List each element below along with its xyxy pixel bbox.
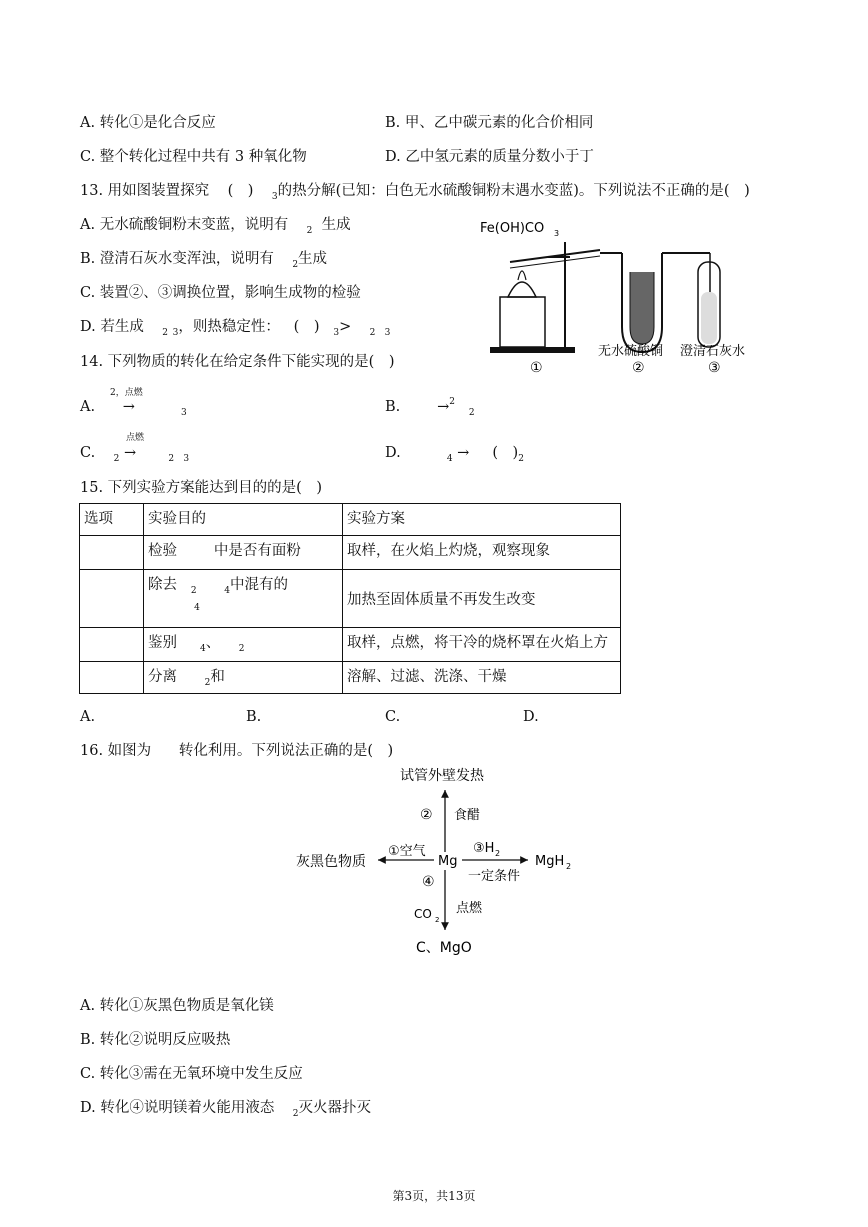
q16-stem: 16. 如图为 转化利用。下列说法正确的是( ) xyxy=(80,743,394,759)
row1-goal: 检验 中是否有面粉 xyxy=(144,536,343,570)
q16-option-d: D. 转化④说明镁着火能用液态 $_2$灭火器扑灭 xyxy=(80,1100,371,1119)
q12-option-b: B. 甲、乙中碳元素的化合价相同 xyxy=(385,115,594,131)
diag-cond: 一定条件 xyxy=(468,869,521,884)
q14-option-b: B. →$^2$ $_2$ xyxy=(385,397,475,418)
row4-goal: 分离 $_2$和 xyxy=(144,662,343,694)
table-row xyxy=(80,536,621,570)
q14-option-c-condition: 点燃 xyxy=(126,433,145,443)
diag-num4: ④ xyxy=(422,874,435,890)
q13-option-c: C. 装置②、③调换位置，影响生成物的检验 xyxy=(80,285,361,301)
diag-num3-sub: 2 xyxy=(495,849,501,858)
q12-option-c: C. 整个转化过程中共有 3 种氧化物 xyxy=(80,149,307,165)
flame xyxy=(518,271,526,280)
q14-option-a-condition: 2，点燃 xyxy=(110,388,143,398)
q13-option-d: D. 若生成 $_2$ $_3$，则热稳定性： ( ) $_3$> $_2$ $_3$ xyxy=(80,319,391,338)
diag-center: Mg xyxy=(438,854,458,869)
q14-option-a: A. → $_3$ xyxy=(80,399,187,418)
fig-num-1: ① xyxy=(530,360,543,376)
q15-option-a: A. xyxy=(80,709,96,725)
fig-num-3: ③ xyxy=(708,360,721,376)
q13-stem: 13. 用如图装置探究 ( ) $_3$的热分解(已知：白色无水硫酸铜粉末遇水变蓝)。下列说法不正确的是( ) xyxy=(80,183,750,202)
alcohol-lamp xyxy=(508,282,536,297)
q14-option-c: C. $_2$ → $_2$ $_3$ xyxy=(80,445,190,464)
q14-option-d: D. $_4$ → ( )$_2$ xyxy=(385,445,524,464)
q16-option-a: A. 转化①灰黑色物质是氧化镁 xyxy=(80,998,274,1014)
q16-option-b: B. 转化②说明反应吸热 xyxy=(80,1032,231,1048)
table-row xyxy=(80,570,621,628)
fig-num-2: ② xyxy=(632,360,645,376)
q13-option-b: B. 澄清石灰水变浑浊，说明有 $_2$生成 xyxy=(80,251,328,270)
q14-stem: 14. 下列物质的转化在给定条件下能实现的是( ) xyxy=(80,354,395,370)
fig-label-lime: 澄清石灰水 xyxy=(680,344,746,359)
test-tube xyxy=(510,250,600,262)
q12-option-a: A. 转化①是化合反应 xyxy=(80,115,216,131)
q15-option-c: C. xyxy=(385,709,401,725)
diag-co2-sub: 2 xyxy=(435,916,440,924)
row2-plan: 加热至固体质量不再发生改变 xyxy=(343,570,621,628)
table-header-row xyxy=(80,504,621,536)
row3-plan: 取样，点燃，将干冷的烧杯罩在火焰上方 xyxy=(343,628,621,662)
row3-goal: 鉴别 $_4$、 $_2$ xyxy=(144,628,343,662)
q15-table xyxy=(79,503,621,694)
stand-base xyxy=(490,347,575,353)
fig-label-top: Fe(OH)CO xyxy=(480,221,545,236)
q15-stem: 15. 下列实验方案能达到目的的是( ) xyxy=(80,480,322,496)
q12-option-d: D. 乙中氢元素的质量分数小于丁 xyxy=(385,149,594,165)
q15-option-d: D. xyxy=(523,709,539,725)
diag-right: MgH xyxy=(535,854,565,869)
diag-num1-air: ①空气 xyxy=(388,844,426,859)
row1-plan: 取样，在火焰上灼烧，观察现象 xyxy=(343,536,621,570)
q13-option-a: A. 无水硫酸铜粉末变蓝，说明有 $_2$ 生成 xyxy=(80,217,351,236)
diag-right-sub: 2 xyxy=(566,862,572,871)
diag-vinegar: 食醋 xyxy=(454,808,481,823)
q15-option-b: B. xyxy=(246,709,262,725)
header-plan: 实验方案 xyxy=(343,504,621,536)
table-row xyxy=(80,628,621,662)
row2-goal: 除去 $_2$ $_4$中混有的 $_4$ xyxy=(144,570,343,628)
diag-num2: ② xyxy=(420,807,433,823)
fig-label-cuso4: 无水硫酸铜 xyxy=(598,344,664,359)
q16-option-c: C. 转化③需在无氧环境中发生反应 xyxy=(80,1066,303,1082)
diag-bottom: C、MgO xyxy=(416,940,472,956)
diag-co2: CO xyxy=(414,907,432,921)
row4-plan: 溶解、过滤、洗涤、干燥 xyxy=(343,662,621,694)
page-footer: 第3页，共13页 xyxy=(392,1189,476,1203)
table-row xyxy=(80,662,621,694)
q16-conversion-diagram xyxy=(290,762,590,962)
lamp-base xyxy=(500,297,545,347)
diag-ignite: 点燃 xyxy=(456,901,483,916)
q13-apparatus-figure xyxy=(470,212,760,377)
diag-left: 灰黑色物质 xyxy=(296,854,366,870)
header-option: 选项 xyxy=(80,504,144,536)
fig-label-top-sub: 3 xyxy=(554,229,560,238)
diag-num3: ③H xyxy=(473,841,495,856)
header-goal: 实验目的 xyxy=(144,504,343,536)
diag-top: 试管外壁发热 xyxy=(400,768,484,784)
